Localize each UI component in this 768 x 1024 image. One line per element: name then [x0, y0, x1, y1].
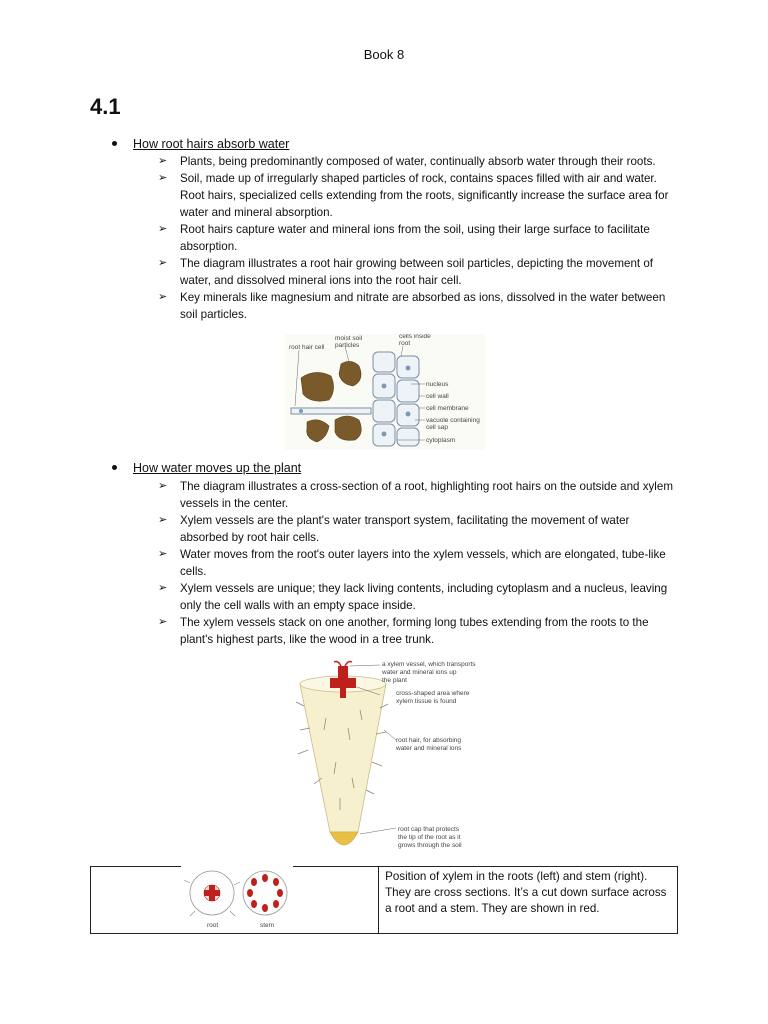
arrow-bullet-icon: ➢	[158, 172, 168, 184]
label-stem: stem	[260, 922, 275, 929]
bullet-text: The diagram illustrates a root hair growing between soil particles, depicting the movement of water, and dissolved mineral ions into the root hair cell.	[180, 257, 654, 287]
bullet-text: Xylem vessels are unique; they lack living contents, including cytoplasm and a nucleus, leaving only the cell walls with an empty space inside.	[180, 582, 668, 612]
arrow-bullet-icon: ➢	[158, 291, 168, 303]
arrow-bullet-icon: ➢	[158, 480, 168, 492]
label-moist-soil: moist soil	[335, 335, 363, 342]
list-item	[158, 580, 678, 614]
bullet-text: Xylem vessels are the plant's water transport system, facilitating the movement of water absorbed by root hair cells.	[180, 514, 630, 544]
label-cell-membrane: cell membrane	[426, 405, 469, 412]
label-root: root	[207, 922, 219, 929]
bullet-text: Plants, being predominantly composed of water, continually absorb water through their roots.	[180, 155, 656, 168]
label-nucleus: nucleus	[426, 381, 449, 388]
bullet-text: The diagram illustrates a cross-section of a root, highlighting root hairs on the outside and xylem vessels in the center.	[180, 480, 673, 510]
label-root-hair: root hair, for absorbing	[396, 737, 462, 744]
table-image-cell	[91, 867, 379, 934]
label-cells-inside-2: root	[399, 340, 411, 347]
bullet-icon	[112, 465, 117, 470]
list-item	[158, 255, 678, 289]
label-root-hair-cell: root hair cell	[289, 344, 325, 351]
stem-cross-section	[243, 871, 287, 915]
table-row	[91, 867, 678, 934]
section2-bullet-list	[158, 478, 678, 648]
section-number: 4.1	[90, 94, 121, 119]
section1-bullet-list	[158, 153, 678, 323]
list-item	[158, 153, 678, 170]
label-cross-area: cross-shaped area where	[396, 690, 470, 697]
xylem-position-table	[90, 866, 678, 934]
bullet-text: Soil, made up of irregularly shaped particles of rock, contains spaces filled with air and water. Root hairs, specialized cells extending from the roots, significantly increase the surface area for water and mineral absorption.	[180, 172, 669, 219]
xylem-cross-sections	[181, 861, 293, 931]
label-root-hair-2: water and mineral ions	[396, 745, 462, 752]
page-header: Book 8	[363, 47, 405, 62]
bullet-text: Water moves from the root's outer layers into the xylem vessels, which are elongated, tube-like cells.	[180, 548, 666, 578]
bullet-text: Root hairs capture water and mineral ions from the soil, using their large surface to facilitate absorption.	[180, 223, 650, 253]
label-cross-area-2: xylem tissue is found	[396, 698, 457, 705]
label-xylem-vessel-3: the plant	[382, 677, 407, 684]
arrow-bullet-icon: ➢	[158, 582, 168, 594]
bullet-text: Key minerals like magnesium and nitrate are absorbed as ions, dissolved in the water between soil particles.	[180, 291, 666, 321]
arrow-bullet-icon: ➢	[158, 155, 168, 167]
bullet-icon	[112, 141, 117, 146]
label-vacuole: vacuole containing	[426, 417, 480, 424]
list-item	[158, 170, 678, 221]
label-root-cap-3: grows through the soil	[398, 842, 462, 849]
bullet-text: The xylem vessels stack on one another, forming long tubes extending from the roots to the plant's highest parts, like the wood in a tree trunk.	[180, 616, 649, 646]
root-xylem-diagram	[288, 658, 480, 856]
label-xylem-vessel: a xylem vessel, which transports	[382, 661, 476, 668]
list-item	[158, 289, 678, 323]
arrow-bullet-icon: ➢	[158, 616, 168, 628]
table-caption-cell: Position of xylem in the roots (left) and stem (right). They are cross sections. It’s a cut down surface across a root and a stem. They are shown in red.	[379, 867, 678, 934]
list-item	[158, 512, 678, 546]
arrow-bullet-icon: ➢	[158, 548, 168, 560]
label-xylem-vessel-2: water and mineral ions up	[382, 669, 457, 676]
section1-heading	[112, 137, 289, 151]
label-cell-wall: cell wall	[426, 393, 449, 400]
arrow-bullet-icon: ➢	[158, 514, 168, 526]
section2-title: How water moves up the plant	[133, 461, 302, 475]
root-hair-diagram	[285, 334, 485, 450]
arrow-bullet-icon: ➢	[158, 257, 168, 269]
label-root-cap: root cap that protects	[398, 826, 460, 833]
label-cells-inside: cells inside	[399, 334, 431, 340]
section2-heading	[112, 461, 301, 475]
section1-title: How root hairs absorb water	[133, 137, 290, 151]
list-item	[158, 614, 678, 648]
label-vacuole-2: cell sap	[426, 424, 449, 431]
list-item	[158, 221, 678, 255]
label-root-cap-2: the tip of the root as it	[398, 834, 461, 841]
label-moist-soil-2: particles	[335, 342, 360, 349]
label-cytoplasm: cytoplasm	[426, 437, 456, 444]
list-item	[158, 478, 678, 512]
list-item	[158, 546, 678, 580]
arrow-bullet-icon: ➢	[158, 223, 168, 235]
